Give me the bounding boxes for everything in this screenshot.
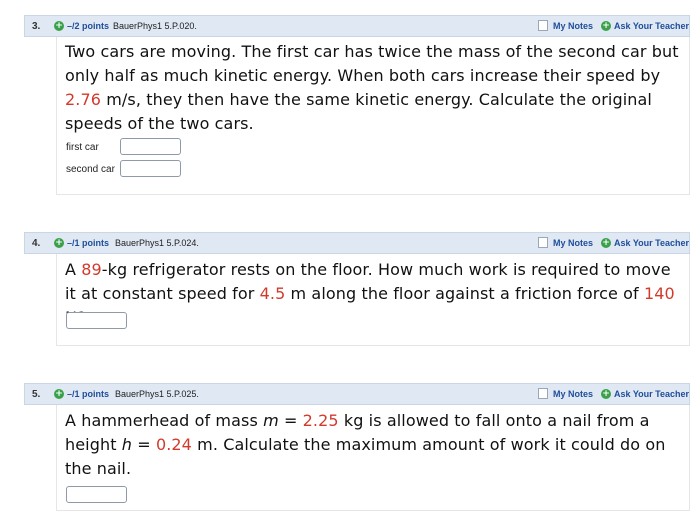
plus-circle-icon[interactable]: +	[55, 21, 63, 31]
speed-increase-value: 2.76	[65, 90, 102, 109]
mass-value: 89	[81, 260, 102, 279]
my-notes-link[interactable]: My Notes	[553, 238, 594, 248]
notes-checkbox-icon[interactable]	[538, 388, 548, 399]
answer-input[interactable]	[66, 486, 127, 503]
field-label: first car	[66, 142, 99, 153]
ask-teacher-link[interactable]: Ask Your Teacher	[614, 21, 690, 31]
height-value: 0.24	[155, 435, 192, 454]
plus-circle-icon[interactable]: +	[602, 389, 610, 399]
question-number: 4.	[32, 238, 41, 249]
question-text	[65, 258, 680, 330]
points-label: –/2 points	[67, 21, 110, 31]
answer-input[interactable]	[66, 312, 127, 329]
text-segment: kg is allowed to fall onto a nail from a height	[65, 411, 650, 454]
mass-symbol: m	[263, 411, 279, 430]
points-label: –/1 points	[67, 238, 110, 248]
question-text	[65, 40, 680, 136]
problem-source: BauerPhys1 5.P.024.	[115, 238, 199, 248]
points-label: –/1 points	[67, 389, 110, 399]
height-symbol: h	[121, 435, 133, 454]
question-number: 5.	[32, 389, 41, 400]
question-text	[65, 409, 680, 481]
text-segment: m/s, they then have the same kinetic energy. Calculate the original speeds of the two cars.	[65, 90, 652, 133]
text-segment: m along the floor against a friction force of	[285, 284, 644, 303]
text-segment: A hammerhead of mass	[65, 411, 264, 430]
notes-checkbox-icon[interactable]	[538, 20, 548, 31]
text-segment: m. Calculate the maximum amount of work it could do on the nail.	[65, 435, 666, 478]
plus-circle-icon[interactable]: +	[602, 238, 610, 248]
ask-teacher-link[interactable]: Ask Your Teacher	[614, 238, 690, 248]
my-notes-link[interactable]: My Notes	[553, 389, 594, 399]
problem-source: BauerPhys1 5.P.020.	[113, 21, 197, 31]
force-value: 140	[643, 284, 675, 303]
my-notes-link[interactable]: My Notes	[553, 21, 594, 31]
text-segment: A	[65, 260, 82, 279]
problem-source: BauerPhys1 5.P.025.	[115, 389, 199, 399]
text-segment: -kg refrigerator rests on the floor. How much work is required to move it at constant speed for	[65, 260, 671, 303]
notes-checkbox-icon[interactable]	[538, 237, 548, 248]
plus-circle-icon[interactable]: +	[55, 238, 63, 248]
mass-value: 2.25	[302, 411, 339, 430]
plus-circle-icon[interactable]: +	[602, 21, 610, 31]
plus-circle-icon[interactable]: +	[55, 389, 63, 399]
text-segment: =	[278, 411, 303, 430]
second-car-input[interactable]	[120, 160, 181, 177]
field-label: second car	[66, 164, 115, 175]
distance-value: 4.5	[259, 284, 286, 303]
text-segment: Two cars are moving. The first car has twice the mass of the second car but only half as much kinetic energy. When both cars increase their speed by	[65, 42, 679, 85]
ask-teacher-link[interactable]: Ask Your Teacher	[614, 389, 690, 399]
first-car-input[interactable]	[120, 138, 181, 155]
question-number: 3.	[32, 21, 41, 32]
text-segment: =	[132, 435, 156, 454]
